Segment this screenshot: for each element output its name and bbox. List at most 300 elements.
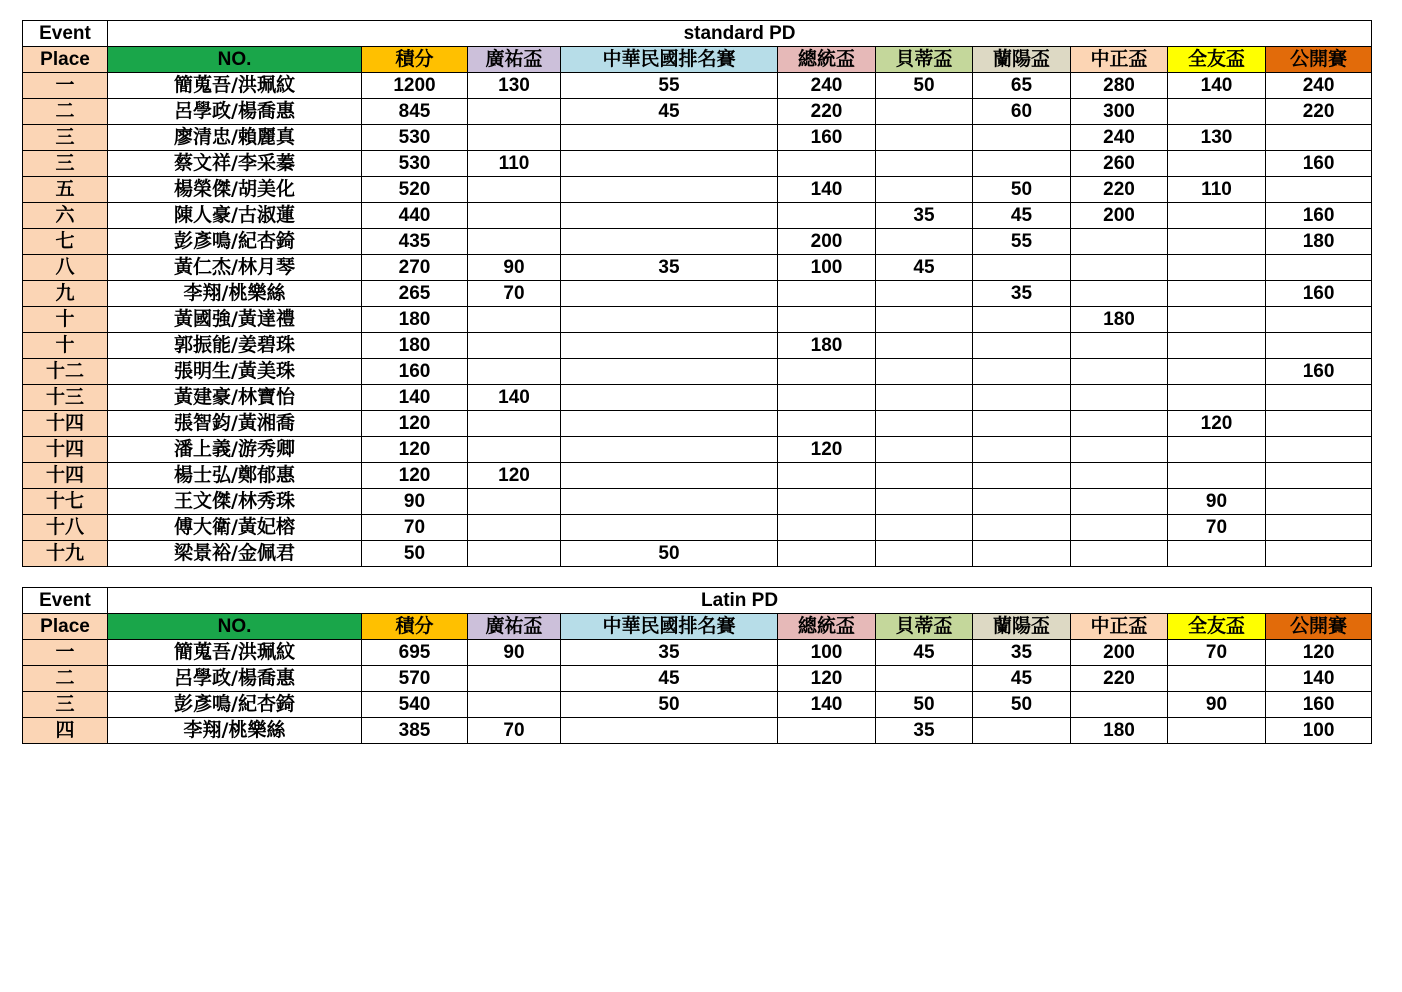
total-points-cell: 845 [362,99,468,125]
table-row [23,203,1372,229]
points-cell [778,203,876,229]
points-cell [876,515,973,541]
total-points-cell: 120 [362,463,468,489]
points-cell [468,411,561,437]
points-cell: 140 [468,385,561,411]
table-row [23,177,1372,203]
points-cell [1071,359,1168,385]
pair-name-cell: 傅大衛/黃妃榕 [108,515,362,541]
points-cell [973,385,1071,411]
points-cell [561,307,778,333]
points-cell [876,307,973,333]
total-points-cell: 50 [362,541,468,567]
total-points-cell: 530 [362,151,468,177]
event-label: Event [23,21,108,47]
points-cell [561,125,778,151]
points-cell [561,177,778,203]
points-cell [778,307,876,333]
points-cell [1266,307,1372,333]
place-cell: 十二 [23,359,108,385]
points-cell [468,359,561,385]
points-cell: 200 [1071,203,1168,229]
points-cell: 120 [778,437,876,463]
points-cell [1168,385,1266,411]
total-points-cell: 180 [362,333,468,359]
column-header: 蘭陽盃 [973,47,1071,73]
pair-name-cell: 李翔/桃樂絲 [108,718,362,744]
column-header: 積分 [362,47,468,73]
place-label: Place [23,614,108,640]
points-cell: 260 [1071,151,1168,177]
points-cell [1266,437,1372,463]
points-cell: 200 [1071,640,1168,666]
points-cell: 180 [778,333,876,359]
column-header: 貝蒂盃 [876,47,973,73]
points-cell: 160 [778,125,876,151]
points-cell: 35 [561,640,778,666]
table-row [23,281,1372,307]
points-cell: 90 [1168,692,1266,718]
points-cell: 160 [1266,692,1372,718]
points-cell: 45 [561,666,778,692]
table-row [23,541,1372,567]
pair-name-cell: 王文傑/林秀珠 [108,489,362,515]
points-cell: 70 [468,281,561,307]
points-cell [1168,255,1266,281]
points-cell: 130 [468,73,561,99]
points-cell [468,541,561,567]
place-cell: 三 [23,151,108,177]
points-cell [1168,718,1266,744]
points-cell [973,307,1071,333]
points-cell: 50 [973,692,1071,718]
points-cell [973,437,1071,463]
points-cell: 70 [1168,640,1266,666]
points-cell: 100 [778,640,876,666]
points-cell [876,489,973,515]
points-cell [1266,125,1372,151]
pair-name-cell: 郭振能/姜碧珠 [108,333,362,359]
points-cell [1266,515,1372,541]
pair-name-cell: 潘上義/游秀卿 [108,437,362,463]
place-cell: 七 [23,229,108,255]
points-cell [561,437,778,463]
total-points-cell: 520 [362,177,468,203]
place-cell: 一 [23,640,108,666]
title-row [23,588,1372,614]
points-cell [1071,437,1168,463]
points-cell [468,203,561,229]
points-cell: 220 [778,99,876,125]
pair-name-cell: 李翔/桃樂絲 [108,281,362,307]
table-row [23,229,1372,255]
pair-name-cell: 黃仁杰/林月琴 [108,255,362,281]
points-cell [778,463,876,489]
points-cell: 140 [1266,666,1372,692]
points-cell [1168,229,1266,255]
points-cell [876,359,973,385]
points-cell: 65 [973,73,1071,99]
points-cell [778,541,876,567]
points-cell [876,541,973,567]
place-cell: 三 [23,125,108,151]
total-points-cell: 570 [362,666,468,692]
points-cell [1266,489,1372,515]
points-cell: 140 [778,177,876,203]
points-cell [876,177,973,203]
points-cell [876,385,973,411]
points-cell: 35 [973,281,1071,307]
pair-name-cell: 彭彥鳴/紀杏錡 [108,692,362,718]
points-cell: 120 [1266,640,1372,666]
total-points-cell: 540 [362,692,468,718]
pair-name-cell: 呂學政/楊喬惠 [108,99,362,125]
table-row [23,359,1372,385]
points-cell [1168,437,1266,463]
column-header: 全友盃 [1168,47,1266,73]
points-cell [561,718,778,744]
points-cell [561,151,778,177]
points-cell: 45 [876,640,973,666]
points-cell [561,385,778,411]
table-row [23,692,1372,718]
points-cell [468,437,561,463]
points-cell [973,489,1071,515]
points-cell [1071,463,1168,489]
table-row [23,255,1372,281]
points-cell [1168,463,1266,489]
points-cell [876,151,973,177]
points-cell [876,281,973,307]
points-cell [468,125,561,151]
points-cell: 180 [1071,307,1168,333]
column-header: 中正盃 [1071,47,1168,73]
points-cell [1071,411,1168,437]
table-row [23,411,1372,437]
points-cell: 180 [1266,229,1372,255]
table-row [23,515,1372,541]
points-cell: 300 [1071,99,1168,125]
points-cell [1168,666,1266,692]
header-row [23,47,1372,73]
place-cell: 一 [23,73,108,99]
points-cell: 180 [1071,718,1168,744]
place-cell: 十七 [23,489,108,515]
points-cell [876,229,973,255]
points-cell [468,229,561,255]
points-cell: 45 [973,666,1071,692]
points-cell: 60 [973,99,1071,125]
table-row [23,437,1372,463]
column-header: 全友盃 [1168,614,1266,640]
table-row [23,333,1372,359]
points-cell [1168,281,1266,307]
points-cell [1168,203,1266,229]
points-cell: 50 [973,177,1071,203]
column-header: 中華民國排名賽 [561,47,778,73]
points-cell [876,666,973,692]
points-cell [561,359,778,385]
points-cell: 50 [876,692,973,718]
points-cell [778,281,876,307]
column-header: 積分 [362,614,468,640]
table-row [23,640,1372,666]
points-cell [1266,177,1372,203]
points-cell [1266,541,1372,567]
points-cell [1071,281,1168,307]
latin-pd-table [22,587,1372,744]
points-cell: 160 [1266,151,1372,177]
points-cell: 110 [468,151,561,177]
column-header: 公開賽 [1266,614,1372,640]
place-cell: 十四 [23,463,108,489]
points-cell [973,333,1071,359]
pair-name-cell: 廖清忠/賴麗真 [108,125,362,151]
total-points-cell: 70 [362,515,468,541]
points-cell: 35 [973,640,1071,666]
place-cell: 十四 [23,437,108,463]
points-cell [561,203,778,229]
points-cell [973,411,1071,437]
no-header: NO. [108,614,362,640]
place-cell: 六 [23,203,108,229]
points-cell [973,463,1071,489]
column-header: 廣祐盃 [468,614,561,640]
points-cell [973,718,1071,744]
place-cell: 四 [23,718,108,744]
points-cell: 220 [1071,666,1168,692]
total-points-cell: 695 [362,640,468,666]
place-cell: 十三 [23,385,108,411]
points-cell [778,359,876,385]
pair-name-cell: 楊士弘/鄭郁惠 [108,463,362,489]
place-cell: 十 [23,307,108,333]
total-points-cell: 270 [362,255,468,281]
points-cell: 35 [876,718,973,744]
points-cell [561,463,778,489]
column-header: 總統盃 [778,614,876,640]
points-cell [1266,463,1372,489]
points-cell [973,541,1071,567]
points-cell [468,333,561,359]
table-row [23,151,1372,177]
pair-name-cell: 呂學政/楊喬惠 [108,666,362,692]
points-cell [1266,333,1372,359]
points-cell [468,692,561,718]
table-row [23,73,1372,99]
points-cell [561,515,778,541]
total-points-cell: 140 [362,385,468,411]
points-cell [1168,333,1266,359]
points-cell [778,718,876,744]
points-cell [1168,99,1266,125]
place-cell: 二 [23,666,108,692]
place-cell: 二 [23,99,108,125]
points-cell: 130 [1168,125,1266,151]
points-cell [973,255,1071,281]
pair-name-cell: 黃建豪/林寶怡 [108,385,362,411]
points-cell [876,99,973,125]
points-cell [468,177,561,203]
points-cell: 50 [561,541,778,567]
points-cell: 240 [1266,73,1372,99]
points-cell [1071,692,1168,718]
points-cell [1266,255,1372,281]
points-cell [1266,411,1372,437]
points-cell: 90 [1168,489,1266,515]
points-cell [1071,229,1168,255]
points-cell [1071,255,1168,281]
column-header: 總統盃 [778,47,876,73]
points-cell [468,99,561,125]
points-cell [876,463,973,489]
no-header: NO. [108,47,362,73]
points-cell [1168,541,1266,567]
place-cell: 九 [23,281,108,307]
points-cell [468,515,561,541]
points-cell [1071,515,1168,541]
total-points-cell: 385 [362,718,468,744]
points-cell [561,229,778,255]
points-cell: 160 [1266,203,1372,229]
pair-name-cell: 張明生/黃美珠 [108,359,362,385]
pair-name-cell: 梁景裕/金佩君 [108,541,362,567]
points-cell [561,411,778,437]
points-cell [876,411,973,437]
place-cell: 十九 [23,541,108,567]
total-points-cell: 90 [362,489,468,515]
points-cell: 220 [1266,99,1372,125]
points-cell [1168,151,1266,177]
points-cell: 50 [561,692,778,718]
points-cell: 100 [1266,718,1372,744]
column-header: 蘭陽盃 [973,614,1071,640]
column-header: 廣祐盃 [468,47,561,73]
total-points-cell: 530 [362,125,468,151]
points-cell: 55 [561,73,778,99]
points-cell [561,333,778,359]
points-cell [1071,385,1168,411]
points-cell: 110 [1168,177,1266,203]
points-cell: 55 [973,229,1071,255]
points-cell [1071,333,1168,359]
points-cell: 200 [778,229,876,255]
points-cell: 35 [561,255,778,281]
place-cell: 五 [23,177,108,203]
pair-name-cell: 張智鈞/黃湘喬 [108,411,362,437]
total-points-cell: 120 [362,437,468,463]
total-points-cell: 1200 [362,73,468,99]
points-cell [1266,385,1372,411]
points-cell: 160 [1266,281,1372,307]
points-cell: 50 [876,73,973,99]
points-cell: 45 [876,255,973,281]
points-cell: 90 [468,255,561,281]
place-cell: 三 [23,692,108,718]
pair-name-cell: 楊榮傑/胡美化 [108,177,362,203]
points-cell [778,489,876,515]
points-cell: 70 [468,718,561,744]
pair-name-cell: 黃國強/黃達禮 [108,307,362,333]
pair-name-cell: 蔡文祥/李采蓁 [108,151,362,177]
place-cell: 十 [23,333,108,359]
points-cell [973,125,1071,151]
place-cell: 十四 [23,411,108,437]
table-row [23,385,1372,411]
table-title: standard PD [108,21,1372,47]
standard-pd-table [22,20,1372,567]
points-cell [1168,359,1266,385]
points-cell [778,385,876,411]
points-cell: 70 [1168,515,1266,541]
header-row [23,614,1372,640]
points-cell [561,281,778,307]
place-label: Place [23,47,108,73]
points-cell [468,307,561,333]
table-row [23,307,1372,333]
pair-name-cell: 簡蒐吾/洪珮紋 [108,640,362,666]
points-cell: 220 [1071,177,1168,203]
points-cell [778,151,876,177]
points-cell: 120 [468,463,561,489]
table-title: Latin PD [108,588,1372,614]
pair-name-cell: 彭彥鳴/紀杏錡 [108,229,362,255]
points-cell: 90 [468,640,561,666]
points-cell [468,666,561,692]
points-cell: 120 [1168,411,1266,437]
total-points-cell: 435 [362,229,468,255]
table-row [23,489,1372,515]
points-cell: 35 [876,203,973,229]
points-cell: 140 [1168,73,1266,99]
points-cell: 160 [1266,359,1372,385]
table-row [23,718,1372,744]
total-points-cell: 160 [362,359,468,385]
column-header: 中華民國排名賽 [561,614,778,640]
title-row [23,21,1372,47]
points-cell: 240 [778,73,876,99]
points-cell: 120 [778,666,876,692]
points-cell [876,125,973,151]
points-cell [468,489,561,515]
table-row [23,666,1372,692]
points-cell [1168,307,1266,333]
points-cell [1071,541,1168,567]
points-cell [778,515,876,541]
points-cell: 45 [973,203,1071,229]
points-cell: 280 [1071,73,1168,99]
points-cell [973,151,1071,177]
points-cell: 100 [778,255,876,281]
table-row [23,463,1372,489]
pair-name-cell: 陳人豪/古淑蓮 [108,203,362,229]
event-label: Event [23,588,108,614]
points-cell: 45 [561,99,778,125]
points-cell [876,333,973,359]
table-row [23,125,1372,151]
points-cell [973,515,1071,541]
points-cell: 140 [778,692,876,718]
points-cell [973,359,1071,385]
points-cell [561,489,778,515]
pair-name-cell: 簡蒐吾/洪珮紋 [108,73,362,99]
place-cell: 八 [23,255,108,281]
column-header: 貝蒂盃 [876,614,973,640]
column-header: 中正盃 [1071,614,1168,640]
column-header: 公開賽 [1266,47,1372,73]
points-cell [778,411,876,437]
place-cell: 十八 [23,515,108,541]
